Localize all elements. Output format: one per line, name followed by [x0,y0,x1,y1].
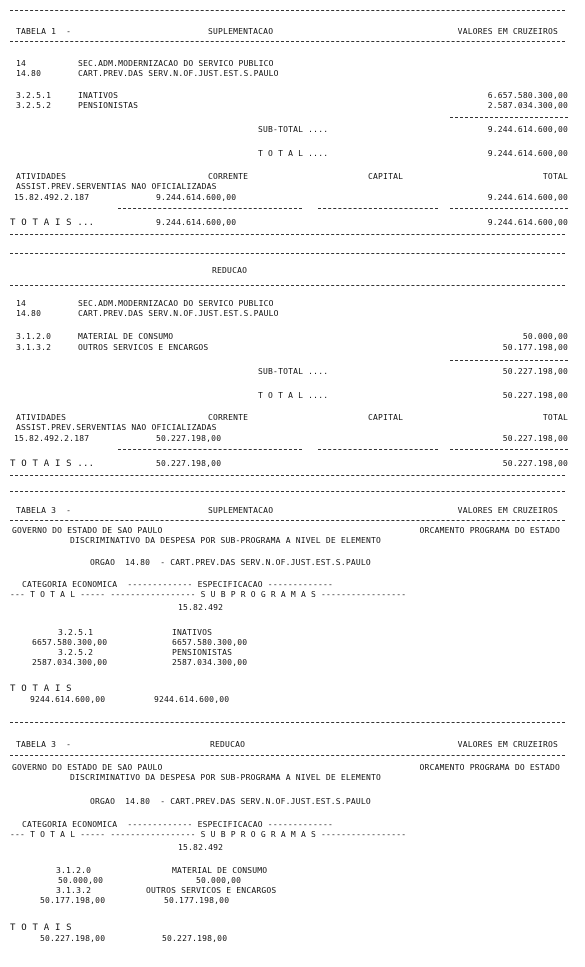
program-code: 15.82.492.2.187 [14,193,90,202]
row-amount: 50.177.198,00 [40,896,106,905]
row-amount: 6657.580.300,00 [32,638,108,647]
table-type: SUPLEMENTACAO [208,27,274,36]
program-corrente: 50.227.198,00 [156,434,222,443]
totais-amount: 9244.614.600,00 [30,695,106,704]
budget-label: ORCAMENTO PROGRAMA DO ESTADO [419,526,560,535]
subtotal-value: 9.244.614.600,00 [487,125,568,134]
total-label: T O T A L .... [258,391,329,400]
unit-name: CART.PREV.DAS SERV.N.OF.JUST.EST.S.PAULO [78,69,279,78]
corrente-header: CORRENTE [208,172,249,181]
divider [10,285,565,286]
currency-note: VALORES EM CRUZEIROS [457,506,558,515]
program-total: 50.227.198,00 [502,434,568,443]
atividades-header: ATIVIDADES [16,413,67,422]
capital-header: CAPITAL [368,413,404,422]
program-name: ASSIST.PREV.SERVENTIAS NAO OFICIALIZADAS [16,423,217,432]
row-code: 3.2.5.1 [58,628,94,637]
item-desc: MATERIAL DE CONSUMO [78,332,174,341]
totais-total: 50.227.198,00 [502,459,568,468]
category-header: CATEGORIA ECONOMICA ------------- ESPECIFICACAO ------------- [22,580,334,589]
totais-corrente: 9.244.614.600,00 [156,218,237,227]
divider [318,449,438,450]
discriminative-label: DISCRIMINATIVO DA DESPESA POR SUB-PROGRAMA A NIVEL DE ELEMENTO [70,536,382,545]
row-amount: 2587.034.300,00 [32,658,108,667]
totais-value: 50.227.198,00 [162,934,228,943]
government-label: GOVERNO DO ESTADO DE SAO PAULO [12,526,163,535]
table-number: TABELA 3 - [16,506,72,515]
table-type: SUPLEMENTACAO [208,506,274,515]
organ-code: 14 [16,59,27,68]
currency-note: VALORES EM CRUZEIROS [457,740,558,749]
subprogram-header: --- T O T A L ----- ----------------- S U B P R O G R A M A S ----------------- [10,590,407,599]
totais-label: T O T A I S [10,923,72,933]
item-value: 50.177.198,00 [502,343,568,352]
totais-value: 9244.614.600,00 [154,695,230,704]
subtotal-label: SUB-TOTAL .... [258,125,329,134]
totais-label: T O T A I S ... [10,459,95,469]
discriminative-label: DISCRIMINATIVO DA DESPESA POR SUB-PROGRAMA A NIVEL DE ELEMENTO [70,773,382,782]
subprogram-code: 15.82.492 [178,843,224,852]
currency-note: VALORES EM CRUZEIROS [457,27,558,36]
divider [10,10,565,11]
divider [118,208,302,209]
budget-label: ORCAMENTO PROGRAMA DO ESTADO [419,763,560,772]
total-header: TOTAL [542,413,568,422]
total-label: T O T A L .... [258,149,329,158]
subtotal-label: SUB-TOTAL .... [258,367,329,376]
row-desc: MATERIAL DE CONSUMO [172,866,268,875]
program-code: 15.82.492.2.187 [14,434,90,443]
subprogram-header: --- T O T A L ----- ----------------- S U B P R O G R A M A S ----------------- [10,830,407,839]
divider [10,41,565,42]
totais-total: 9.244.614.600,00 [487,218,568,227]
row-amount: 50.000,00 [58,876,104,885]
subprogram-code: 15.82.492 [178,603,224,612]
totais-corrente: 50.227.198,00 [156,459,222,468]
category-header: CATEGORIA ECONOMICA ------------- ESPECIFICACAO ------------- [22,820,334,829]
item-value: 6.657.580.300,00 [487,91,568,100]
atividades-header: ATIVIDADES [16,172,67,181]
table-number: TABELA 3 - [16,740,72,749]
row-code: 3.1.2.0 [56,866,92,875]
divider [10,475,565,476]
table-type: REDUCAO [212,266,248,275]
item-desc: INATIVOS [78,91,119,100]
divider [10,520,565,521]
row-desc-value: 6657.580.300,00 [172,638,248,647]
item-desc: OUTROS SERVICOS E ENCARGOS [78,343,209,352]
totais-amount: 50.227.198,00 [40,934,106,943]
item-desc: PENSIONISTAS [78,101,139,110]
totais-label: T O T A I S ... [10,218,95,228]
item-code: 3.2.5.1 [16,91,52,100]
divider [450,117,568,118]
organ-code: 14 [16,299,27,308]
corrente-header: CORRENTE [208,413,249,422]
item-code: 3.2.5.2 [16,101,52,110]
program-name: ASSIST.PREV.SERVENTIAS NAO OFICIALIZADAS [16,182,217,191]
divider [450,449,568,450]
unit-code: 14.80 [16,69,42,78]
total-value: 9.244.614.600,00 [487,149,568,158]
divider [318,208,438,209]
row-code: 3.2.5.2 [58,648,94,657]
item-value: 2.587.034.300,00 [487,101,568,110]
table-number: TABELA 1 - [16,27,72,36]
row-desc-value: 2587.034.300,00 [172,658,248,667]
item-code: 3.1.3.2 [16,343,52,352]
organ-name: SEC.ADM.MODERNIZACAO DO SERVICO PUBLICO [78,299,274,308]
item-value: 50.000,00 [522,332,568,341]
table-type: REDUCAO [210,740,246,749]
subtotal-value: 50.227.198,00 [502,367,568,376]
row-desc-value: 50.177.198,00 [164,896,230,905]
divider [10,234,565,235]
divider [10,722,565,723]
row-desc: INATIVOS [172,628,213,637]
totais-label: T O T A I S [10,684,72,694]
program-total: 9.244.614.600,00 [487,193,568,202]
divider [450,360,568,361]
row-desc-value: 50.000,00 [196,876,242,885]
capital-header: CAPITAL [368,172,404,181]
row-desc: OUTROS SERVICOS E ENCARGOS [146,886,277,895]
program-corrente: 9.244.614.600,00 [156,193,237,202]
divider [10,253,565,254]
total-header: TOTAL [542,172,568,181]
divider [118,449,302,450]
orgao-line: ORGAO 14.80 - CART.PREV.DAS SERV.N.OF.JUST.EST.S.PAULO [90,558,371,567]
divider [10,491,565,492]
row-code: 3.1.3.2 [56,886,92,895]
item-code: 3.1.2.0 [16,332,52,341]
orgao-line: ORGAO 14.80 - CART.PREV.DAS SERV.N.OF.JUST.EST.S.PAULO [90,797,371,806]
total-value: 50.227.198,00 [502,391,568,400]
divider [10,755,565,756]
unit-code: 14.80 [16,309,42,318]
divider [450,208,568,209]
row-desc: PENSIONISTAS [172,648,233,657]
unit-name: CART.PREV.DAS SERV.N.OF.JUST.EST.S.PAULO [78,309,279,318]
government-label: GOVERNO DO ESTADO DE SAO PAULO [12,763,163,772]
organ-name: SEC.ADM.MODERNIZACAO DO SERVICO PUBLICO [78,59,274,68]
